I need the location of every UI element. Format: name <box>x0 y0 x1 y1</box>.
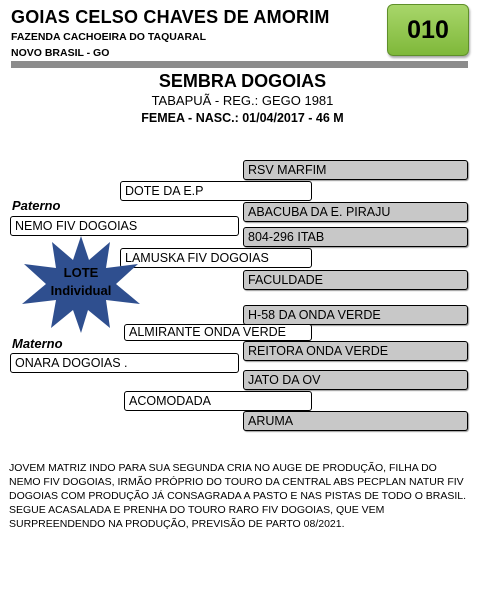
pedigree-sire: NEMO FIV DOGOIAS <box>10 216 239 236</box>
pedigree-sire-sire: DOTE DA E.P <box>120 181 312 201</box>
pedigree-ssd: ABACUBA DA E. PIRAJU <box>243 202 468 222</box>
pedigree-dsd: REITORA ONDA VERDE <box>243 341 468 361</box>
pedigree-sss: RSV MARFIM <box>243 160 468 180</box>
pedigree-dam: ONARA DOGOIAS . <box>10 353 239 373</box>
animal-name: SEMBRA DOGOIAS <box>158 71 327 91</box>
pedigree-sire-dam: LAMUSKA FIV DOGOIAS <box>120 248 312 268</box>
lot-description: JOVEM MATRIZ INDO PARA SUA SEGUNDA CRIA NO AUGE DE PRODUÇÃO, FILHA DO NEMO FIV DOGOIAS, IRMÃO PRÓPRIO DO TOURO DA CENTRAL ABS PECPLAN NATUR FIV DOGOIAS COM PRODUÇÃO JÁ CONSAGRADA A PASTO E NAS PISTAS DE TODO O BRASIL. SEGUE ACASALADA E PRENHA DO TOURO RARO FIV DOGOIAS, QUE VEM SURPREENDENDO NA PRODUÇÃO, PREVISÃO DE PARTO 08/2021. <box>9 462 467 530</box>
pedigree-sdd: FACULDADE <box>243 270 468 290</box>
owner-name: GOIAS CELSO CHAVES DE AMORIM <box>11 7 330 27</box>
pedigree-sds: 804-296 ITAB <box>243 227 468 247</box>
materno-label: Materno <box>12 336 63 351</box>
star-line1: LOTE <box>63 265 99 280</box>
lot-number-badge: 010 <box>387 4 469 56</box>
lote-individual-star-badge <box>18 234 144 334</box>
pedigree-dds: JATO DA OV <box>243 370 468 390</box>
header-divider <box>11 61 468 68</box>
city-name: NOVO BRASIL - GO <box>11 47 110 59</box>
star-line2: Individual <box>50 283 112 298</box>
pedigree-ddd: ARUMA <box>243 411 468 431</box>
paterno-label: Paterno <box>12 198 61 213</box>
pedigree-dss: H-58 DA ONDA VERDE <box>243 305 468 325</box>
animal-registration: TABAPUÃ - REG.: GEGO 1981 <box>151 93 334 108</box>
animal-birth: FEMEA - NASC.: 01/04/2017 - 46 M <box>141 111 344 125</box>
farm-name: FAZENDA CACHOEIRA DO TAQUARAL <box>11 31 207 43</box>
pedigree-dam-dam: ACOMODADA <box>124 391 312 411</box>
pedigree-dam-sire: ALMIRANTE ONDA VERDE <box>124 324 312 341</box>
